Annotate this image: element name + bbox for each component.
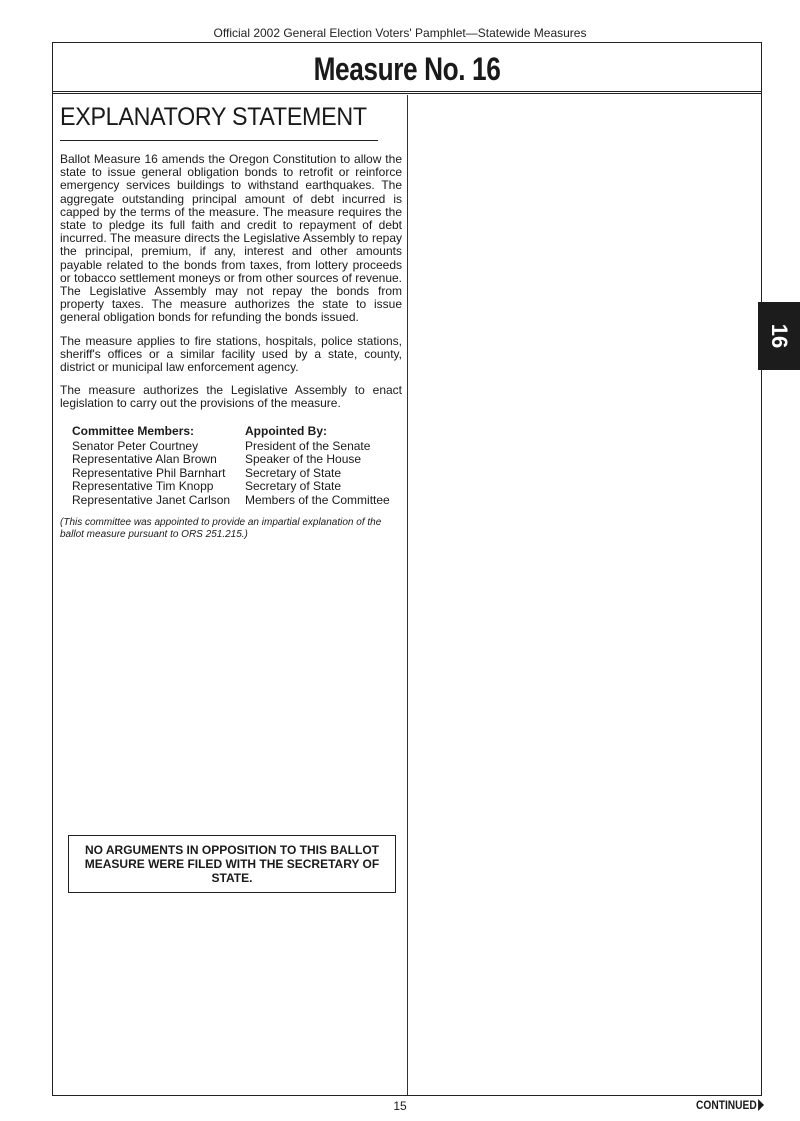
appointed-by: Speaker of the House	[245, 452, 362, 467]
side-tab-label: 16	[766, 323, 792, 349]
measure-side-tab	[758, 302, 800, 370]
committee-row	[72, 494, 402, 507]
committee-member: Senator Peter Courtney	[72, 439, 199, 454]
committee-row	[72, 467, 402, 480]
column-divider	[407, 95, 408, 1095]
committee-table	[72, 425, 402, 507]
committee-member: Representative Phil Barnhart	[72, 465, 226, 480]
committee-member: Representative Janet Carlson	[72, 492, 231, 507]
appointed-by: Members of the Committee	[245, 492, 390, 507]
members-header: Committee Members:	[72, 423, 195, 438]
appointed-by: Secretary of State	[245, 465, 342, 480]
committee-member: Representative Alan Brown	[72, 452, 217, 467]
left-column	[60, 95, 402, 885]
measure-title-bar	[53, 43, 761, 94]
committee-row	[72, 440, 402, 453]
measure-title: Measure No. 16	[313, 51, 501, 87]
committee-note: (This committee was appointed to provide an impartial explanation of the ballot measure pursuant to ORS 251.215.)	[60, 517, 382, 541]
continued-indicator	[696, 1098, 764, 1112]
running-header: Official 2002 General Election Voters' Pamphlet—Statewide Measures	[213, 26, 587, 40]
committee-row	[72, 480, 402, 493]
appointed-by: Secretary of State	[245, 479, 342, 494]
page-number: 15	[393, 1099, 407, 1113]
statement-paragraph: The measure authorizes the Legislative Assembly to enact legislation to carry out the provisions of the measure.	[60, 383, 402, 411]
statement-paragraph: Ballot Measure 16 amends the Oregon Constitution to allow the state to issue general obligation bonds to retrofit or reinforce emergency services buildings to withstand earthquakes. The aggregate outstanding principal amount of debt incurred is capped by the terms of the measure. The measure requires the state to pledge its full faith and credit to repayment of debt incurred. The measure directs the Legislative Assembly to repay the principal, premium, if any, interest and other amounts payable related to the bonds from taxes, from lottery proceeds or tobacco settlement moneys or from other sources of revenue. The Legislative Assembly may not repay the bonds from property taxes. The measure authorizes the state to issue general obligation bonds for refunding the bonds issued.	[60, 152, 402, 325]
committee-member: Representative Tim Knopp	[72, 479, 214, 494]
statement-paragraph: The measure applies to fire stations, hospitals, police stations, sheriff's offices or a similar facility used by a state, county, district or municipal law enforcement agency.	[60, 333, 402, 375]
appointed-by: President of the Senate	[245, 439, 371, 454]
committee-header-row	[72, 425, 402, 438]
page-frame	[52, 42, 762, 1096]
committee-row	[72, 453, 402, 466]
appointed-header: Appointed By:	[245, 423, 327, 438]
explanatory-statement-heading: EXPLANATORY STATEMENT	[60, 103, 378, 141]
no-arguments-notice: NO ARGUMENTS IN OPPOSITION TO THIS BALLOT MEASURE WERE FILED WITH THE SECRETARY OF STATE.	[68, 835, 396, 893]
arrow-right-icon	[758, 1099, 764, 1111]
continued-label: CONTINUED	[695, 1098, 757, 1112]
